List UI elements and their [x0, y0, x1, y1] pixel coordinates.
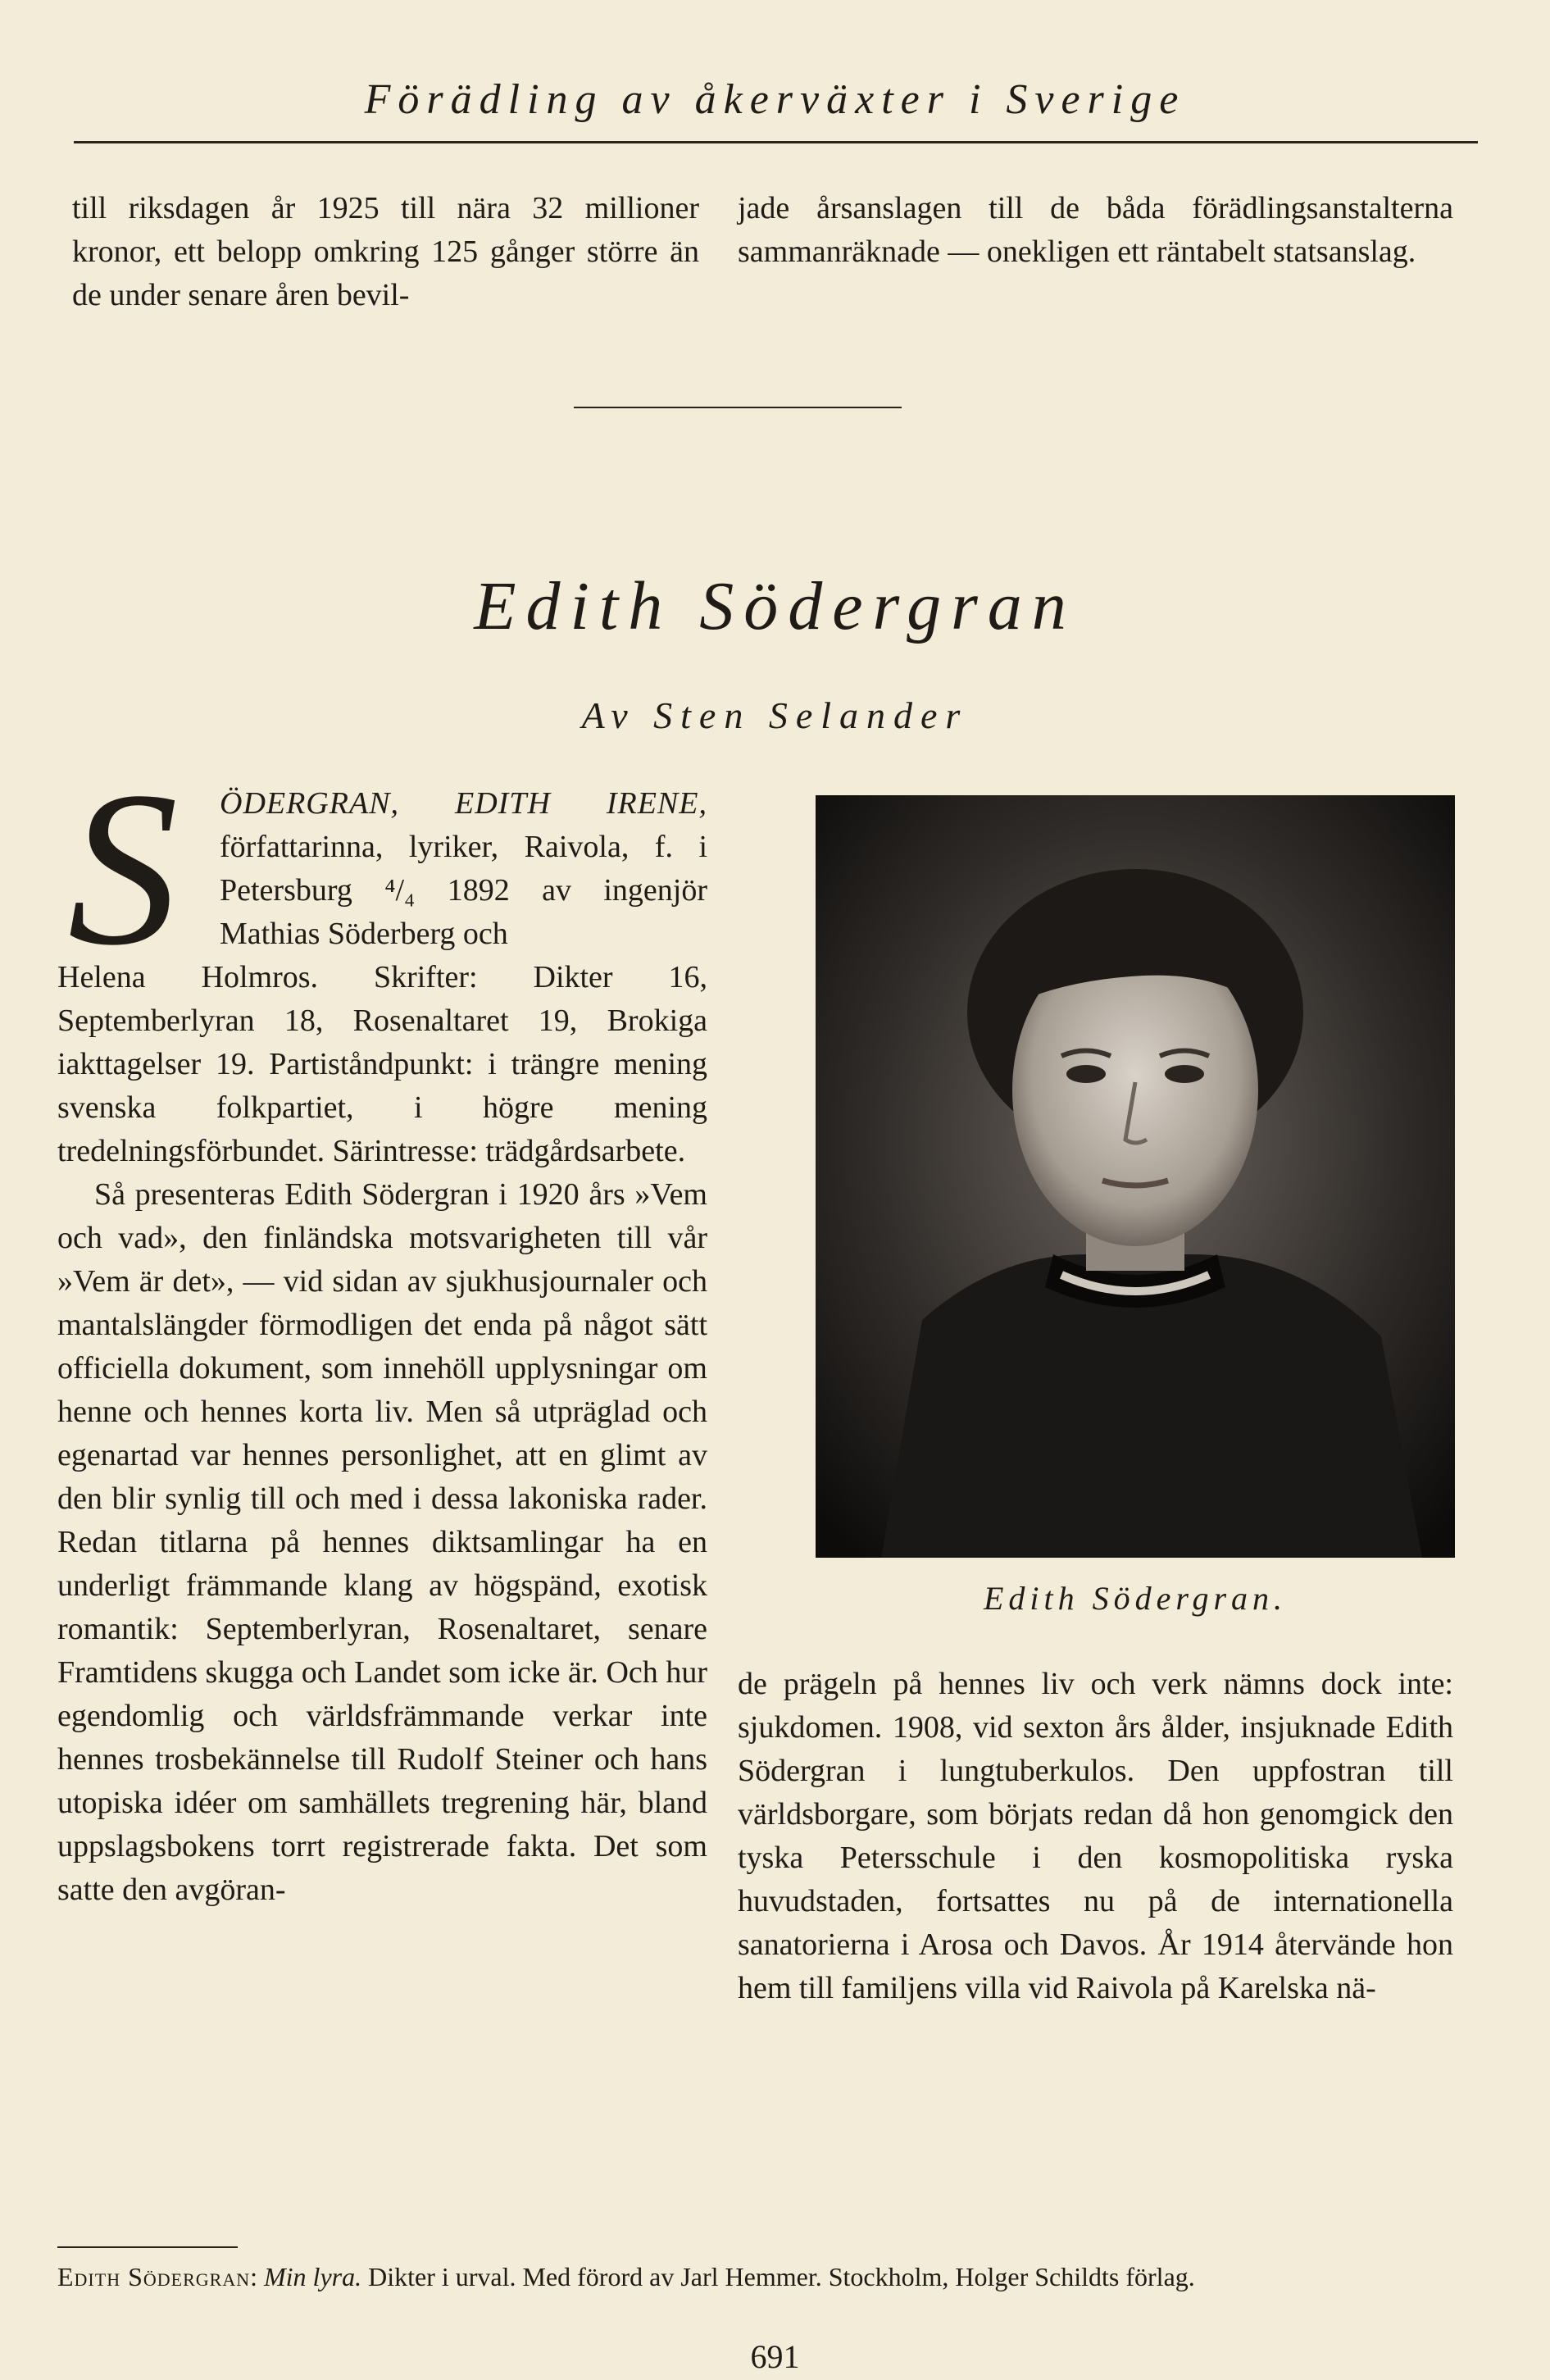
- footnote-work-title: Min lyra.: [264, 2262, 362, 2291]
- left-paragraph-1: Helena Holmros. Skrifter: Dikter 16, Septemberlyran 18, Rosenaltaret 19, Brokiga iakttagelser 19. Partiståndpunkt: i trängre mening svenska folkpartiet, i högre mening tredelningsförbundet. Särintresse: trädgårdsarbete.: [57, 960, 707, 1168]
- page-number: 691: [750, 2338, 800, 2375]
- top-left-column: [72, 187, 699, 317]
- dropcap-entry: [220, 782, 707, 956]
- footnote-rule: [57, 2246, 238, 2248]
- footnote: [57, 2259, 1451, 2295]
- article-title: Edith Södergran: [474, 568, 1076, 644]
- section-divider: [574, 407, 902, 408]
- portrait-illustration: [816, 795, 1455, 1558]
- top-right-text: jade årsanslagen till de båda förädlingsanstalterna sammanräknade — onekligen ett räntabelt statsanslag.: [738, 191, 1453, 269]
- portrait-photo: [816, 795, 1455, 1558]
- photo-caption: Edith Södergran.: [983, 1580, 1288, 1617]
- top-right-column: [738, 187, 1453, 274]
- footnote-colon: :: [250, 2262, 264, 2291]
- entry-text: författarinna, lyriker, Raivola, f. i Petersburg ⁴/₄ 1892 av ingenjör Mathias Söderberg och: [220, 830, 707, 951]
- footnote-rest: Dikter i urval. Med förord av Jarl Hemmer. Stockholm, Holger Schildts förlag.: [368, 2262, 1195, 2291]
- article-byline: Av Sten Selander: [581, 694, 969, 736]
- running-head: Förädling av åkerväxter i Sverige: [364, 76, 1186, 123]
- entry-name: ÖDERGRAN, EDITH IRENE,: [220, 786, 707, 821]
- left-paragraph-2: Så presenteras Edith Södergran i 1920 års »Vem och vad», den finländska motsvarigheten till vår »Vem är det», — vid sidan av sjukhusjournaler och mantalslängder förmodligen det enda på något sätt officiella dokument, som innehöll upplysningar om henne och hennes korta liv. Men så utpräglad och egenartad var hennes personlighet, att en glimt av den blir synlig till och med i dessa lakoniska rader. Redan titlarna på hennes diktsamlingar ha en underligt främmande klang av högspänd, exotisk romantik: Septemberlyran, Rosenaltaret, senare Framtidens skugga och Landet som icke är. Och hur egendomlig och världsfrämmande verkar inte hennes trosbekännelse till Rudolf Steiner och hans utopiska idéer om samhällets tregrening här, bland uppslagsbokens torrt registrerade fakta. Det som satte den avgöran-: [57, 1177, 707, 1907]
- footnote-author: Edith Södergran: [57, 2262, 251, 2291]
- right-body-column: [738, 1663, 1453, 2010]
- left-body-column: [57, 956, 707, 1912]
- top-left-text: till riksdagen år 1925 till nära 32 millioner kronor, ett belopp omkring 125 gånger större än de under senare åren bevil-: [72, 191, 699, 312]
- header-rule: [74, 141, 1478, 143]
- drop-cap: S: [67, 746, 179, 991]
- right-paragraph: de prägeln på hennes liv och verk nämns dock inte: sjukdomen. 1908, vid sexton års ålder, insjuknade Edith Södergran i lungtuberkulos. Den uppfostran till världsborgare, som börjats redan då hon genomgick den tyska Petersschule i den kosmopolitiska ryska huvudstaden, fortsattes nu på de internationella sanatorierna i Arosa och Davos. År 1914 återvände hon hem till familjens villa vid Raivola på Karelska nä-: [738, 1667, 1453, 2005]
